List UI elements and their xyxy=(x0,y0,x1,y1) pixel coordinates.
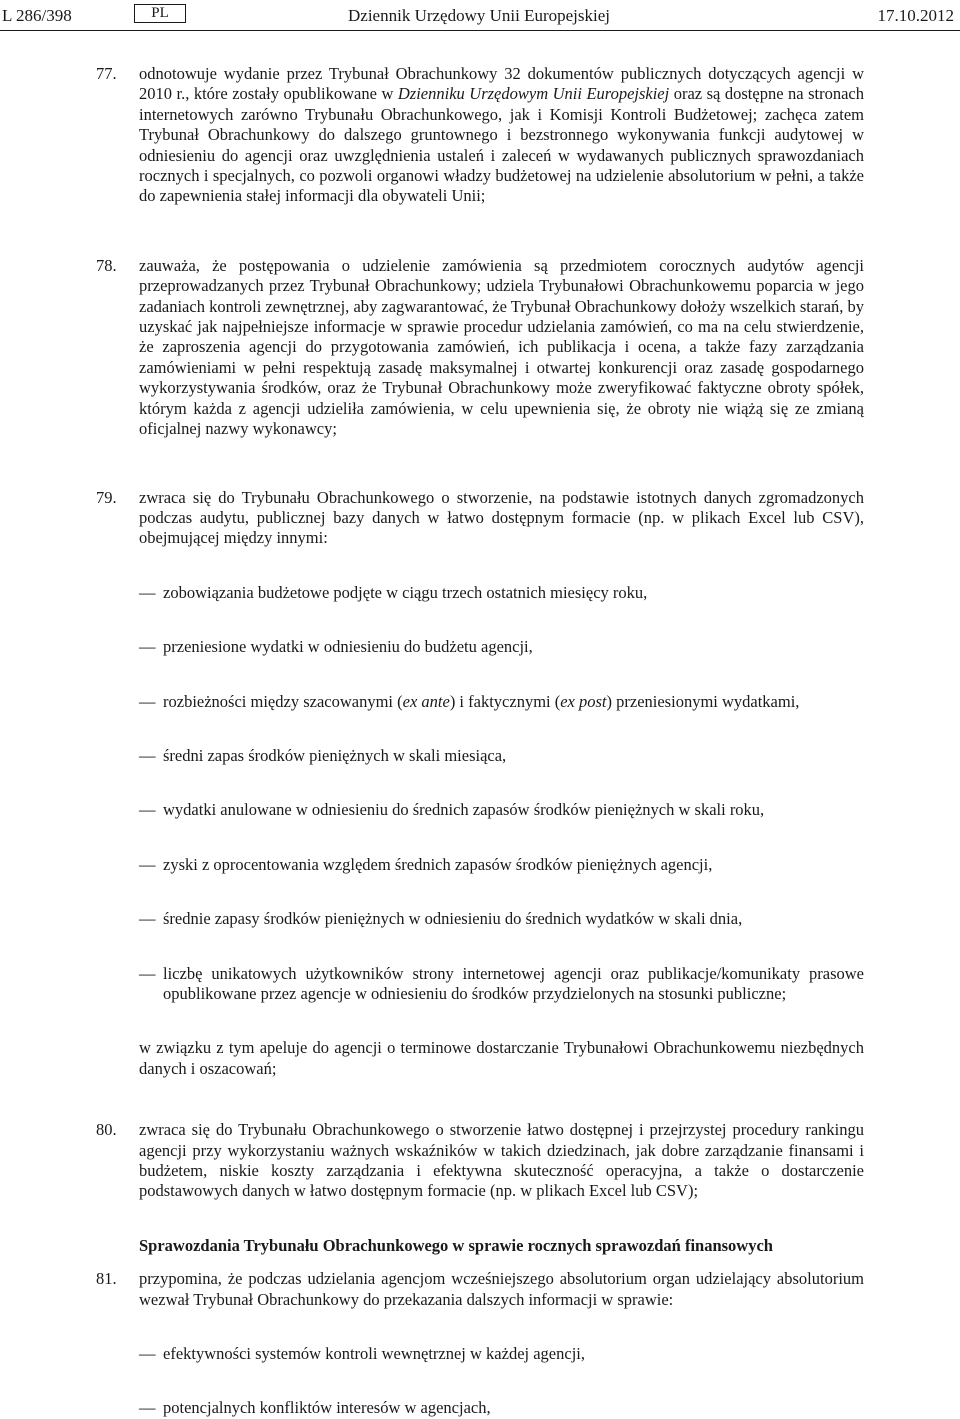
list-item xyxy=(139,746,864,766)
paragraph-text: zauważa, że postępowania o udzielenie zamówienia są przedmiotem corocznych audytów agencji przeprowadzanych przez Trybunał Obrachunkowy; udziela Trybunałowi Obrachunkowemu poparcia w jego zadaniach kontroli zewnętrznej, aby zagwarantować, że Trybunał Obrachunkowy dołoży wszelkich starań, by uzyskać jak najpełniejsze informacje w sprawie procedur udzielania zamówień, co ma na celu stwierdzenie, że zaproszenia agencji do przygotowania zamówień, ich publikacja i ocena, a także fazy zarządzania zamówieniami w pełni respektują zasadę maksymalnej i otwartej konkurencji oraz zasadę gospodarnego wykorzystywania środków, oraz że Trybunał Obrachunkowy może zweryfikować faktyczne obroty spółek, którym każda z agencji udzieliła zamówienia, w celu upewnienia się, że obroty nie wiążą się ze zmianą oficjalnej nazwy wykonawcy; xyxy=(139,255,864,439)
list-item xyxy=(139,855,864,875)
list-item xyxy=(139,692,864,712)
dash-marker: — xyxy=(139,637,156,657)
page-header xyxy=(0,4,960,26)
list-item xyxy=(139,637,864,657)
paragraph-79 xyxy=(0,488,960,549)
paragraph-text: przypomina, że podczas udzielania agencjom wcześniejszego absolutorium organ udzielający absolutorium wezwał Trybunał Obrachunkowy do przekazania dalszych informacji w sprawie: xyxy=(139,1269,864,1309)
list-item-text: zyski z oprocentowania względem średnich zapasów środków pieniężnych agencji, xyxy=(163,854,713,874)
list-item xyxy=(139,1344,864,1364)
header-divider xyxy=(0,30,960,31)
dash-marker: — xyxy=(139,963,156,983)
list-item xyxy=(139,1398,864,1418)
paragraph-81 xyxy=(0,1269,960,1310)
section-heading: Sprawozdania Trybunału Obrachunkowego w sprawie rocznych sprawozdań finansowych xyxy=(139,1235,773,1255)
list-item xyxy=(139,800,864,820)
paragraph-number: 79. xyxy=(96,487,117,507)
dash-marker: — xyxy=(139,691,156,711)
paragraph-number: 78. xyxy=(96,255,117,275)
list-item xyxy=(139,583,864,603)
list-item-text: liczbę unikatowych użytkowników strony internetowej agencji oraz publikacje/komunikaty prasowe opublikowane przez agencje w odniesieniu do środków przydzielonych na stosunki publiczne; xyxy=(163,963,864,1003)
paragraph-number: 77. xyxy=(96,64,117,83)
language-badge: PL xyxy=(134,4,186,23)
list-item-text: efektywności systemów kontroli wewnętrznej w każdej agencji, xyxy=(163,1344,585,1364)
publication-date: 17.10.2012 xyxy=(877,6,954,25)
text-run: odnotowuje wydanie przez Trybunał Obrachunkowy 32 dokumentów publicznych dotyczących agencji w 2010 r., które zostały opublikowane w xyxy=(139,64,864,104)
paragraph-80 xyxy=(0,1120,960,1202)
paragraph-number: 80. xyxy=(96,1120,117,1140)
dash-marker: — xyxy=(139,745,156,765)
text-run: ) przeniesionymi wydatkami, xyxy=(606,691,800,711)
list-item-text: przeniesione wydatki w odniesieniu do budżetu agencji, xyxy=(163,637,533,657)
journal-reference: L 286/398 xyxy=(2,6,72,25)
list-item-text: średni zapas środków pieniężnych w skali miesiąca, xyxy=(163,745,507,765)
paragraph-text xyxy=(139,64,864,207)
italic-term: ex ante xyxy=(402,691,450,711)
dash-marker: — xyxy=(139,909,156,929)
dash-marker: — xyxy=(139,582,156,602)
document-body xyxy=(0,64,960,1419)
text-run: ) i faktycznymi ( xyxy=(449,691,561,711)
list-item xyxy=(139,909,864,929)
text-run: rozbieżności między szacowanymi ( xyxy=(163,691,403,711)
paragraph-78 xyxy=(0,256,960,440)
paragraph-77 xyxy=(0,64,960,207)
list-item-text xyxy=(163,692,864,712)
list-item xyxy=(139,964,864,1005)
dash-marker: — xyxy=(139,1398,156,1418)
italic-term: ex post xyxy=(560,691,607,711)
list-item-text: potencjalnych konfliktów interesów w agencjach, xyxy=(163,1398,491,1418)
list-item-text: średnie zapasy środków pieniężnych w odniesieniu do średnich wydatków w skali dnia, xyxy=(163,909,743,929)
paragraph-text: zwraca się do Trybunału Obrachunkowego o stworzenie łatwo dostępnej i przejrzystej procedury rankingu agencji przy wykorzystaniu ważnych wskaźników w takich dziedzinach, jak dobre zarządzanie finansami i budżetem, niskie koszty zarządzania i efektywna skuteczność operacyjna, a także o dostarczenie podstawowych danych w łatwo dostępnym formacie (np. w plikach Excel lub CSV); xyxy=(139,1120,864,1201)
journal-title: Dziennik Urzędowy Unii Europejskiej xyxy=(348,6,611,25)
paragraph-79-closing: w związku z tym apeluje do agencji o terminowe dostarczanie Trybunałowi Obrachunkowemu niezbędnych danych i oszacowań; xyxy=(139,1038,864,1078)
text-run: oraz są dostępne na stronach internetowych zarówno Trybunału Obrachunkowego, jak i Komisji Kontroli Budżetowej; zachęca zatem Trybunał Obrachunkowy do dalszego gruntownego i bezstronnego wykonywania funkcji audytowej w odniesieniu do agencji oraz uwzględnienia ustaleń i zaleceń w wydawanych publicznych sprawozdaniach rocznych i specjalnych, co pozwoli organowi władzy budżetowej na udzielenie absolutorium w pełni, a także do zapewnienia stałej informacji dla obywateli Unii; xyxy=(139,84,864,206)
paragraph-text: zwraca się do Trybunału Obrachunkowego o stworzenie, na podstawie istotnych danych zgromadzonych podczas audytu, publicznej bazy danych w łatwo dostępnym formacie (np. w plikach Excel lub CSV), obejmującej między innymi: xyxy=(139,487,864,548)
dash-marker: — xyxy=(139,800,156,820)
list-item-text: zobowiązania budżetowe podjęte w ciągu trzech ostatnich miesięcy roku, xyxy=(163,582,648,602)
paragraph-number: 81. xyxy=(96,1269,117,1289)
list-item-text: wydatki anulowane w odniesieniu do średnich zapasów środków pieniężnych w skali roku, xyxy=(163,800,765,820)
dash-marker: — xyxy=(139,1344,156,1364)
dash-marker: — xyxy=(139,854,156,874)
italic-title: Dzienniku Urzędowym Unii Europejskiej xyxy=(397,84,670,104)
